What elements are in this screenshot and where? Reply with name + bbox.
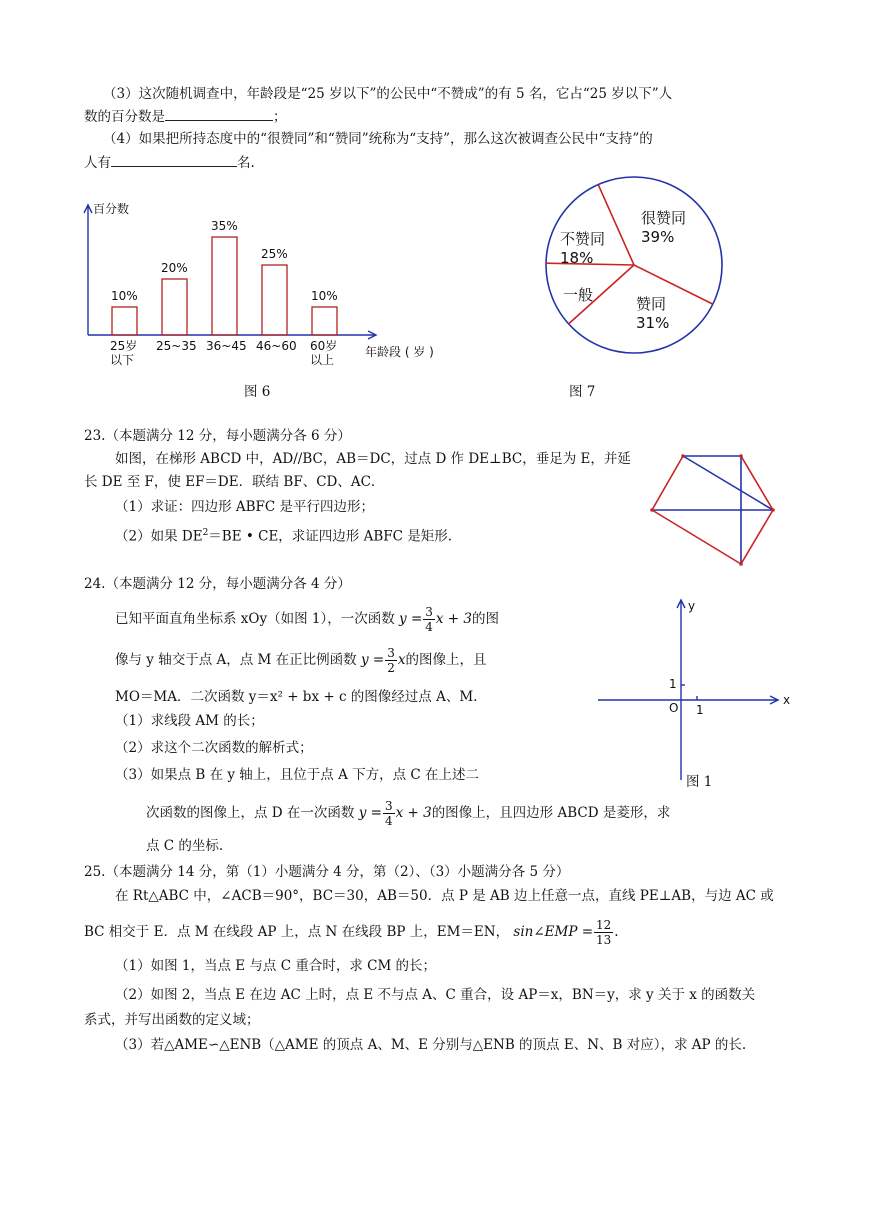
bar-value-label: 10% [111, 289, 138, 303]
bar-value-label: 20% [161, 261, 188, 275]
q24-part1: （1）求线段 AM 的长； [115, 713, 264, 729]
q23-line2: 长 DE 至 F，使 EF＝DE．联结 BF、CD、AC． [84, 474, 385, 490]
q25-part2-line2: 系式，并写出函数的定义域； [84, 1012, 260, 1028]
q24-part3-line1: （3）如果点 B 在 y 轴上，且位于点 A 下方，点 C 在上述二 [115, 767, 480, 783]
y-axis-label: 百分数 [93, 202, 130, 216]
q25-header: 25.（本题满分 14 分，第（1）小题满分 4 分，第（2）、（3）小题满分各 5 分） [84, 864, 570, 880]
pie-slice-value: 31% [636, 314, 670, 332]
category-label: 46~60 [256, 339, 297, 353]
pie-slice-label: 不赞同 [560, 230, 606, 248]
category-label: 25岁 [110, 339, 138, 353]
bar-value-label: 35% [211, 219, 238, 233]
q22-part4-line1: （4）如果把所持态度中的“很赞同”和“赞同”统称为“支持”，那么这次被调查公民中“支持”的 [103, 131, 653, 147]
q25-part2-line1: （2）如图 2，当点 E 在边 AC 上时，点 E 不与点 A、C 重合，设 AP＝x，BN＝y，求 y 关于 x 的函数关 [115, 987, 756, 1003]
q25-part1: （1）如图 1，当点 E 与点 C 重合时，求 CM 的长； [115, 958, 437, 974]
figure-caption: 图 1 [686, 774, 713, 790]
q24-part3-line3: 点 C 的坐标. [146, 838, 224, 854]
origin-label: O [669, 701, 679, 715]
category-label: 25~35 [156, 339, 197, 353]
q25-line1: 在 Rt△ABC 中，∠ACB＝90°，BC＝30，AB＝50．点 P 是 AB 边上任意一点，直线 PE⊥AB，与边 AC 或 [115, 888, 774, 904]
q24-line1: 已知平面直角坐标系 xOy（如图 1），一次函数 y = $\frac{3}{4}$ x + 3的图 [115, 605, 500, 634]
bar-value-label: 25% [261, 247, 288, 261]
y-axis-label: y [688, 599, 696, 613]
q23-part2: （2）如果 $DE^2=BE$ • CE，求证四边形 ABFC 是矩形. [115, 528, 453, 545]
figure-caption: 图 6 [244, 384, 271, 400]
q24-part2: （2）求这个二次函数的解析式； [115, 740, 313, 756]
figure-caption: 图 7 [569, 384, 596, 400]
category-label: 60岁 [310, 339, 338, 353]
x-tick-label: 1 [696, 703, 704, 717]
q24-header: 24.（本题满分 12 分，每小题满分各 4 分） [84, 576, 351, 592]
q22-part4-line2: 人有 名. [84, 152, 255, 173]
category-label: 36~45 [206, 339, 247, 353]
x-axis-label: 年龄段 ( 岁 ) [365, 345, 434, 359]
pie-slice-label: 很赞同 [641, 209, 687, 227]
y-tick-label: 1 [669, 677, 677, 691]
pie-slice-value: 18% [560, 249, 594, 267]
category-label: 以上 [310, 353, 335, 367]
category-label: 以下 [110, 353, 135, 367]
pie-slice-label: 一般 [563, 286, 594, 304]
q25-part3: （3）若△AME∽△ENB（△AME 的顶点 A、M、E 分别与△ENB 的顶点 E、N、B 对应），求 AP 的长. [115, 1037, 747, 1053]
q23-part1: （1）求证：四边形 ABFC 是平行四边形； [115, 499, 375, 515]
q24-line2: 像与 y 轴交于点 A，点 M 在正比例函数 y = $\frac{3}{2}$ x的图像上，且 [115, 646, 487, 675]
pie-slice-label: 赞同 [636, 295, 667, 313]
q25-line2: BC 相交于 E．点 M 在线段 AP 上，点 N 在线段 BP 上，EM＝EN， sin∠EMP = $\frac{12}{13}$ . [84, 918, 619, 947]
bar-value-label: 10% [311, 289, 338, 303]
q22-part3-line2: 数的百分数是 ； [84, 106, 287, 127]
q23-header: 23.（本题满分 12 分，每小题满分各 6 分） [84, 428, 351, 444]
q23-line1: 如图，在梯形 ABCD 中，AD//BC，AB＝DC，过点 D 作 DE⊥BC，垂足为 E，并延 [115, 451, 631, 467]
q24-line3: MO＝MA．二次函数 y＝x² + bx + c 的图像经过点 A、M. [115, 689, 478, 705]
x-axis-label: x [783, 693, 791, 707]
q22-part3-line1: （3）这次随机调查中，年龄段是“25 岁以下”的公民中“不赞成”的有 5 名，它占“25 岁以下”人 [103, 86, 673, 102]
q24-part3-line2: 次函数的图像上，点 D 在一次函数 y = $\frac{3}{4}$ x + 3的图像上，且四边形 ABCD 是菱形，求 [146, 799, 671, 828]
pie-slice-value: 39% [641, 228, 675, 246]
